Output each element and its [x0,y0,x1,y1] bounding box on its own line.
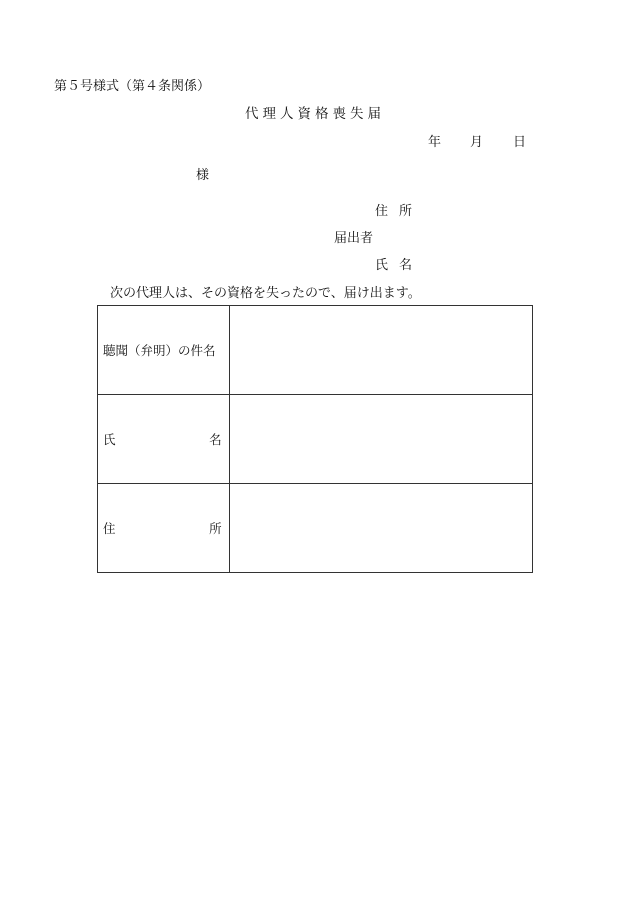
date-year-label: 年 [428,135,442,150]
info-table [97,305,533,573]
agent-address-label-left: 住 [103,521,116,536]
applicant-name-label: 氏名 [375,258,424,273]
agent-name-label-cell [98,395,230,484]
date-month-label: 月 [470,135,484,150]
applicant-group-label: 届出者 [334,231,374,246]
agent-address-label-right: 所 [209,521,222,536]
hearing-subject-label: 聴聞（弁明）の件名 [103,343,216,358]
agent-address-field[interactable] [229,484,532,573]
applicant-address-label: 住所 [375,204,424,219]
hearing-subject-label-cell [98,306,230,395]
agent-address-label-cell [98,484,230,573]
agent-name-label-left: 氏 [103,432,116,447]
hearing-subject-field[interactable] [229,306,532,395]
addressee-suffix: 様 [196,168,210,183]
document-title: 代理人資格喪失届 [245,106,385,122]
agent-name-label-right: 名 [209,432,222,447]
table-row [98,306,533,395]
table-row [98,395,533,484]
table-row [98,484,533,573]
date-day-label: 日 [513,135,527,150]
form-number: 第５号様式（第４条関係） [54,79,211,94]
statement-text: 次の代理人は、その資格を失ったので、届け出ます。 [110,286,421,301]
agent-name-field[interactable] [229,395,532,484]
